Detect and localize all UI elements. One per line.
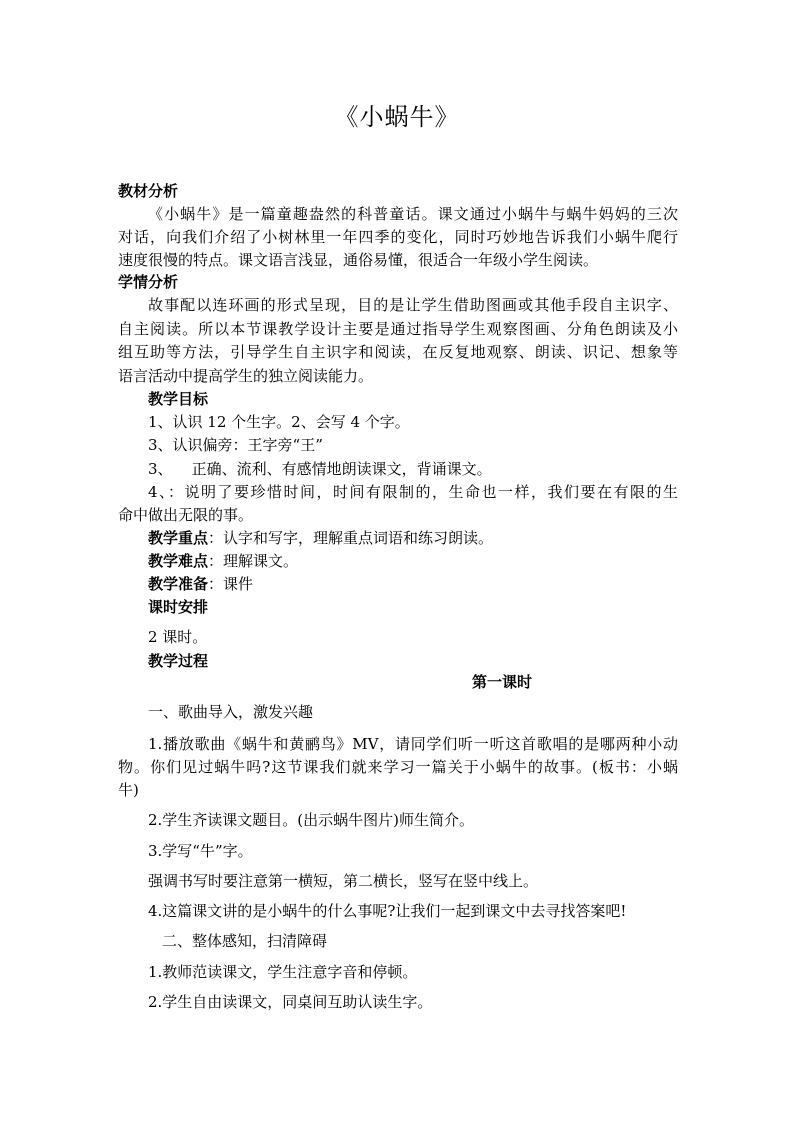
heading-xueqing: 学情分析: [118, 273, 179, 291]
paragraph-line: 牛): [118, 781, 139, 799]
goal-item: 1、认识 12 个生字。2、会写 4 个字。: [148, 413, 410, 431]
part1-heading: 一、歌曲导入，激发兴趣: [148, 703, 314, 721]
paragraph-line: 组互助等方法，引导学生自主识字和阅读，在反复地观察、朗读、识记、想象等: [118, 343, 678, 361]
nandian-row: [148, 550, 708, 572]
keshi-text: 2 课时。: [148, 628, 208, 646]
paragraph-line: 对话，向我们介绍了小树林里一年四季的变化，同时巧妙地告诉我们小蜗牛爬行: [118, 228, 678, 246]
paragraph-line: 2.学生自由读课文，同桌间互助认读生字。: [148, 993, 433, 1011]
paragraph-line: 物。你们见过蜗牛吗?这节课我们就来学习一篇关于小蜗牛的故事。(板书：小蜗: [118, 758, 678, 776]
paragraph-line: 1.播放歌曲《蜗牛和黄鹂鸟》MV，请同学们听一听这首歌唱的是哪两种小动: [148, 735, 678, 753]
heading-mubiao: 教学目标: [148, 390, 209, 408]
zhunbei-row: [148, 573, 708, 595]
zhunbei-text: ：课件: [208, 575, 254, 593]
paragraph-line: 故事配以连环画的形式呈现，目的是让学生借助图画或其他手段自主识字、: [148, 296, 678, 314]
zhunbei-label: 教学准备: [148, 575, 209, 593]
paragraph-line: 2.学生齐读课文题目。(出示蜗牛图片)师生简介。: [148, 811, 475, 829]
paragraph-line: 自主阅读。所以本节课教学设计主要是通过指导学生观察图画、分角色朗读及小: [118, 320, 678, 338]
paragraph-line: 强调书写时要注意第一横短，第二横长，竖写在竖中线上。: [148, 872, 539, 890]
lesson-heading: 第一课时: [472, 673, 533, 691]
goal-item: 命中做出无限的事。: [118, 506, 254, 524]
heading-keshi: 课时安排: [148, 598, 209, 616]
heading-guocheng: 教学过程: [148, 652, 209, 670]
paragraph-line: 速度很慢的特点。课文语言浅显，通俗易懂，很适合一年级小学生阅读。: [118, 251, 599, 269]
nandian-text: ：理解课文。: [208, 552, 299, 570]
paragraph-line: 《小蜗牛》是一篇童趣盎然的科普童话。课文通过小蜗牛与蜗牛妈妈的三次: [148, 205, 678, 223]
document-title: 《小蜗牛》: [334, 103, 460, 131]
part2-heading: 二、整体感知，扫清障碍: [162, 932, 328, 950]
goal-item: 4、：说明了要珍惜时间，时间有限制的，生命也一样，我们要在有限的生: [148, 483, 678, 501]
heading-jiaocai: 教材分析: [118, 182, 179, 200]
paragraph-line: 1.教师范读课文，学生注意字音和停顿。: [148, 963, 418, 981]
goal-item: 3、 正确、流利、有感情地朗读课文，背诵课文。: [148, 460, 492, 478]
zhongdian-row: [148, 527, 708, 549]
zhongdian-text: ：认字和写字，理解重点词语和练习朗读。: [208, 529, 494, 547]
nandian-label: 教学难点: [148, 552, 209, 570]
zhongdian-label: 教学重点: [148, 529, 209, 547]
paragraph-line: 4.这篇课文讲的是小蜗牛的什么事呢?让我们一起到课文中去寻找答案吧!: [148, 902, 627, 920]
paragraph-line: 3.学写“牛”字。: [148, 842, 253, 860]
goal-item: 3、认识偏旁：王字旁“王”: [148, 436, 323, 454]
paragraph-line: 语言活动中提高学生的独立阅读能力。: [118, 367, 374, 385]
